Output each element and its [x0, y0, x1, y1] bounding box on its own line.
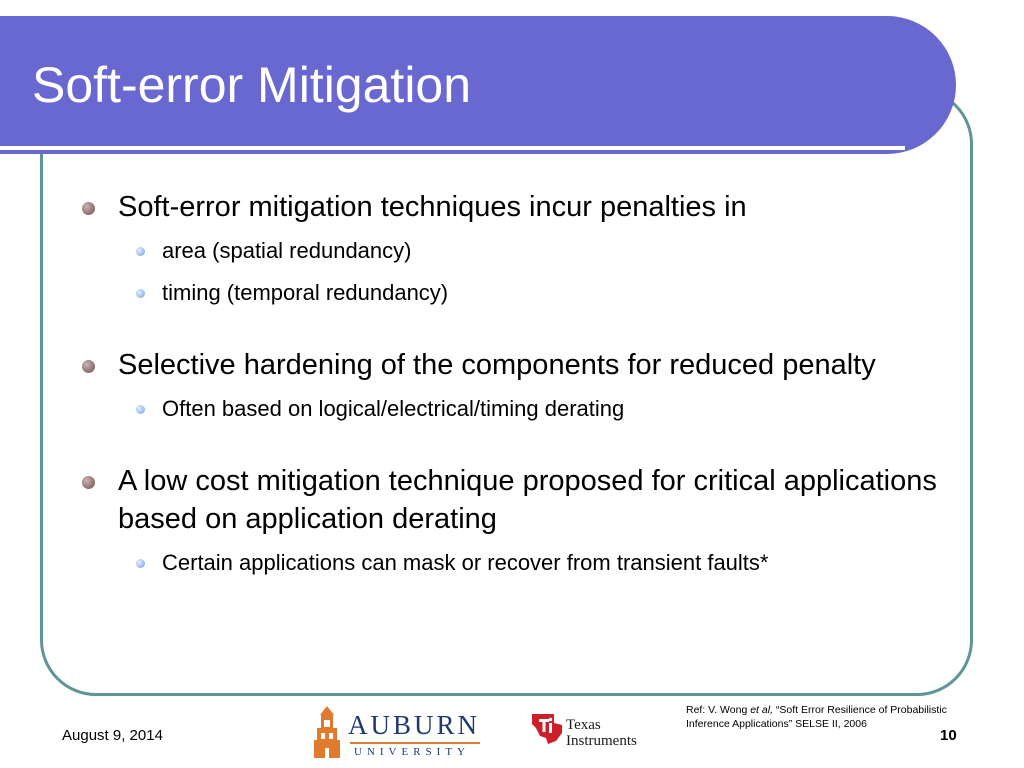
bullet-text: Soft-error mitigation techniques incur penalties in — [118, 191, 747, 223]
auburn-university-logo — [312, 706, 482, 762]
sub-bullet-list — [118, 542, 938, 584]
sub-bullet-item — [162, 542, 938, 584]
bullet-dot-icon — [82, 202, 95, 215]
title-bar — [0, 16, 956, 154]
sub-bullet-text: Often based on logical/electrical/timing derating — [162, 396, 625, 421]
page-number: 10 — [940, 727, 957, 744]
sub-bullet-dot-icon — [136, 405, 145, 414]
bullet-item — [118, 462, 938, 538]
texas-instruments-logo — [530, 711, 670, 751]
sub-bullet-item — [162, 230, 938, 272]
title-underline — [0, 146, 905, 150]
sub-bullet-dot-icon — [136, 559, 145, 568]
sub-bullet-text: area (spatial redundancy) — [162, 238, 412, 263]
sub-bullet-dot-icon — [136, 247, 145, 256]
bullet-item — [118, 188, 938, 226]
bullet-group — [118, 346, 938, 430]
auburn-divider — [350, 742, 480, 744]
bullet-dot-icon — [82, 476, 95, 489]
reference-suffix: “Soft Error Resilience of Probabilistic Inference Applications” SELSE II, 2006 — [686, 704, 947, 730]
reference-italic: et al, — [750, 704, 773, 716]
bullet-list — [118, 188, 938, 616]
sub-bullet-dot-icon — [136, 289, 145, 298]
sub-bullet-text: timing (temporal redundancy) — [162, 280, 449, 305]
slide-title: Soft-error Mitigation — [32, 57, 472, 113]
bullet-text: A low cost mitigation technique proposed for critical applications based on application derating — [118, 465, 937, 535]
bullet-group — [118, 462, 938, 584]
sub-bullet-item — [162, 272, 938, 314]
sub-bullet-list — [118, 230, 938, 314]
texas-instruments-icon — [530, 711, 564, 745]
sub-bullet-item — [162, 388, 938, 430]
ti-wordmark-line2: Instruments — [566, 733, 637, 749]
sub-bullet-text: Certain applications can mask or recover from transient faults* — [162, 550, 769, 575]
ti-wordmark-line1: Texas — [566, 717, 601, 733]
reference-prefix: Ref: V. Wong — [686, 704, 751, 716]
auburn-subtitle: UNIVERSITY — [354, 746, 470, 758]
bullet-dot-icon — [82, 360, 95, 373]
bullet-item — [118, 346, 938, 384]
auburn-wordmark: AUBURN — [348, 710, 481, 740]
bullet-group — [118, 188, 938, 314]
footer-date: August 9, 2014 — [62, 727, 163, 744]
sub-bullet-list — [118, 388, 938, 430]
auburn-tower-icon — [312, 706, 342, 760]
bullet-text: Selective hardening of the components for reduced penalty — [118, 349, 876, 381]
